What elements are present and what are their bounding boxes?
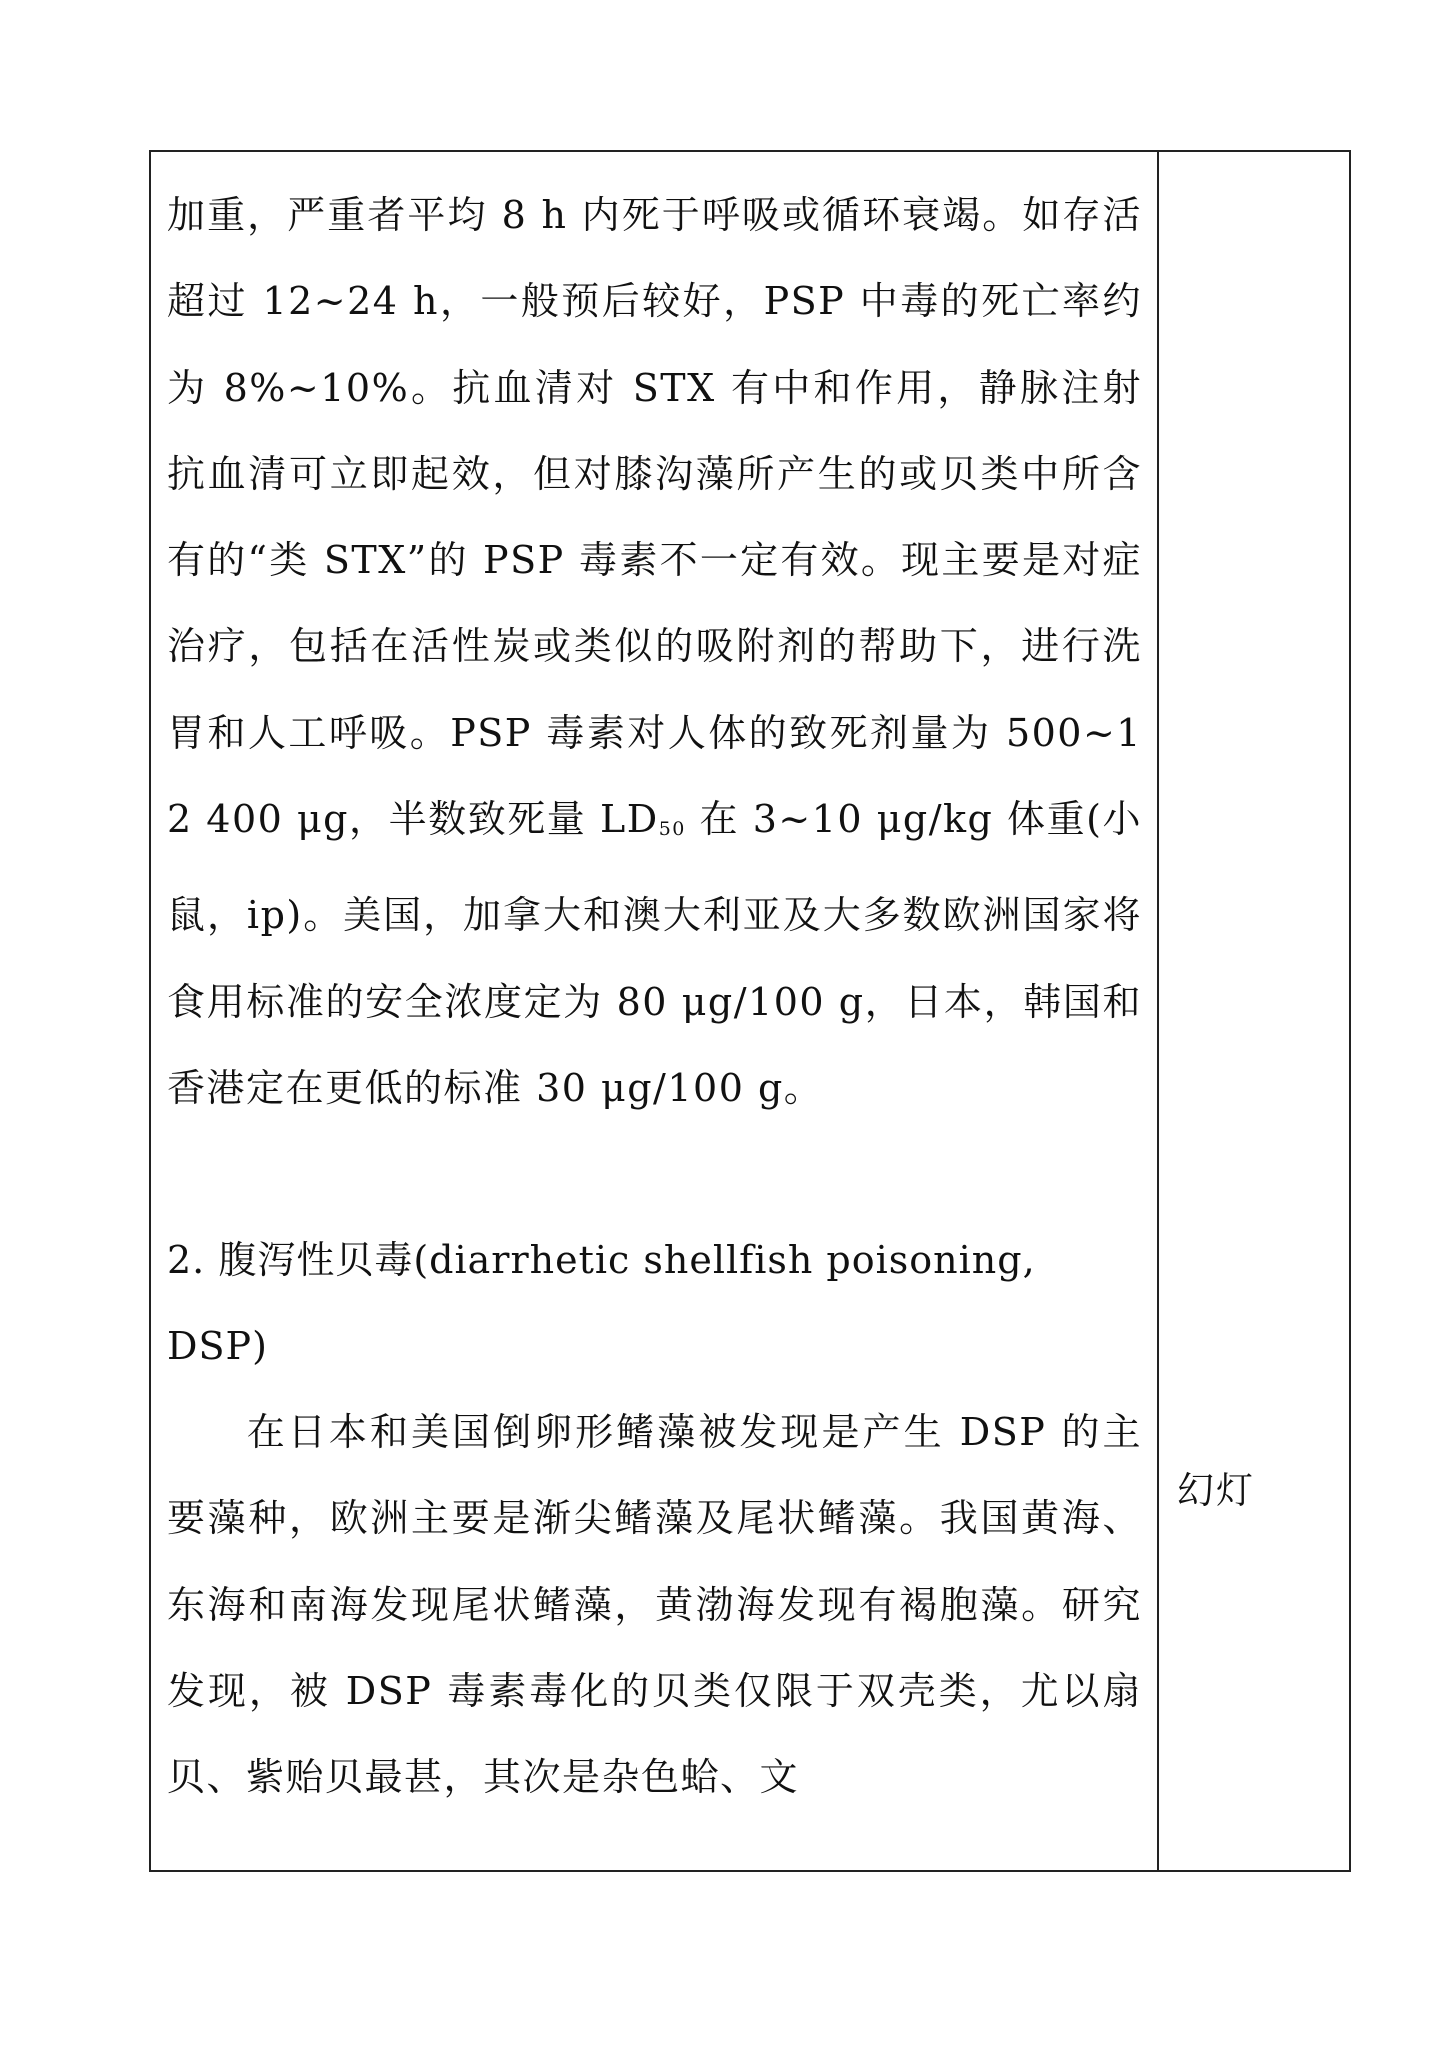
section-heading-line1: 2. 腹泻性贝毒(diarrhetic shellfish poisoning, bbox=[167, 1238, 1036, 1283]
column-divider bbox=[1157, 152, 1159, 1870]
main-content-cell bbox=[167, 172, 1142, 1821]
content-table bbox=[149, 150, 1351, 1872]
side-note-cell: 幻灯 bbox=[1177, 1469, 1255, 1512]
paragraph-psp-tail: 在 3~10 μg/kg 体重(小鼠，ip)。美国，加拿大和澳大利亚及大多数欧洲国家将食用标准的安全浓度定为 80 μg/100 g，日本，韩国和香港定在更低的标准 30 μg/100 g。 bbox=[167, 797, 1142, 1110]
paragraph-dsp: 在日本和美国倒卵形鳍藻被发现是产生 DSP 的主要藻种，欧洲主要是渐尖鳍藻及尾状鳍藻。我国黄海、东海和南海发现尾状鳍藻，黄渤海发现有褐胞藻。研究发现，被 DSP 毒素毒化的贝类仅限于双壳类，尤以扇贝、紫贻贝最甚，其次是杂色蛤、文 bbox=[167, 1410, 1142, 1800]
blank-line bbox=[167, 1131, 1142, 1217]
paragraph-psp bbox=[167, 172, 1142, 1131]
ld-subscript: 50 bbox=[658, 817, 686, 840]
paragraph-psp-text: 加重，严重者平均 8 h 内死于呼吸或循环衰竭。如存活超过 12~24 h，一般预后较好，PSP 中毒的死亡率约为 8%~10%。抗血清对 STX 有中和作用，静脉注射抗血清可立即起效，但对膝沟藻所产生的或贝类中所含有的“类 STX”的 PSP 毒素不一定有效。现主要是对症治疗，包括在活性炭或类似的吸附剂的帮助下，进行洗胃和人工呼吸。PSP 毒素对人体的致死剂量为 500~12 400 μg，半数致死量 LD bbox=[167, 193, 1142, 842]
section-heading bbox=[167, 1217, 1142, 1389]
section-heading-line2: DSP) bbox=[167, 1324, 268, 1369]
